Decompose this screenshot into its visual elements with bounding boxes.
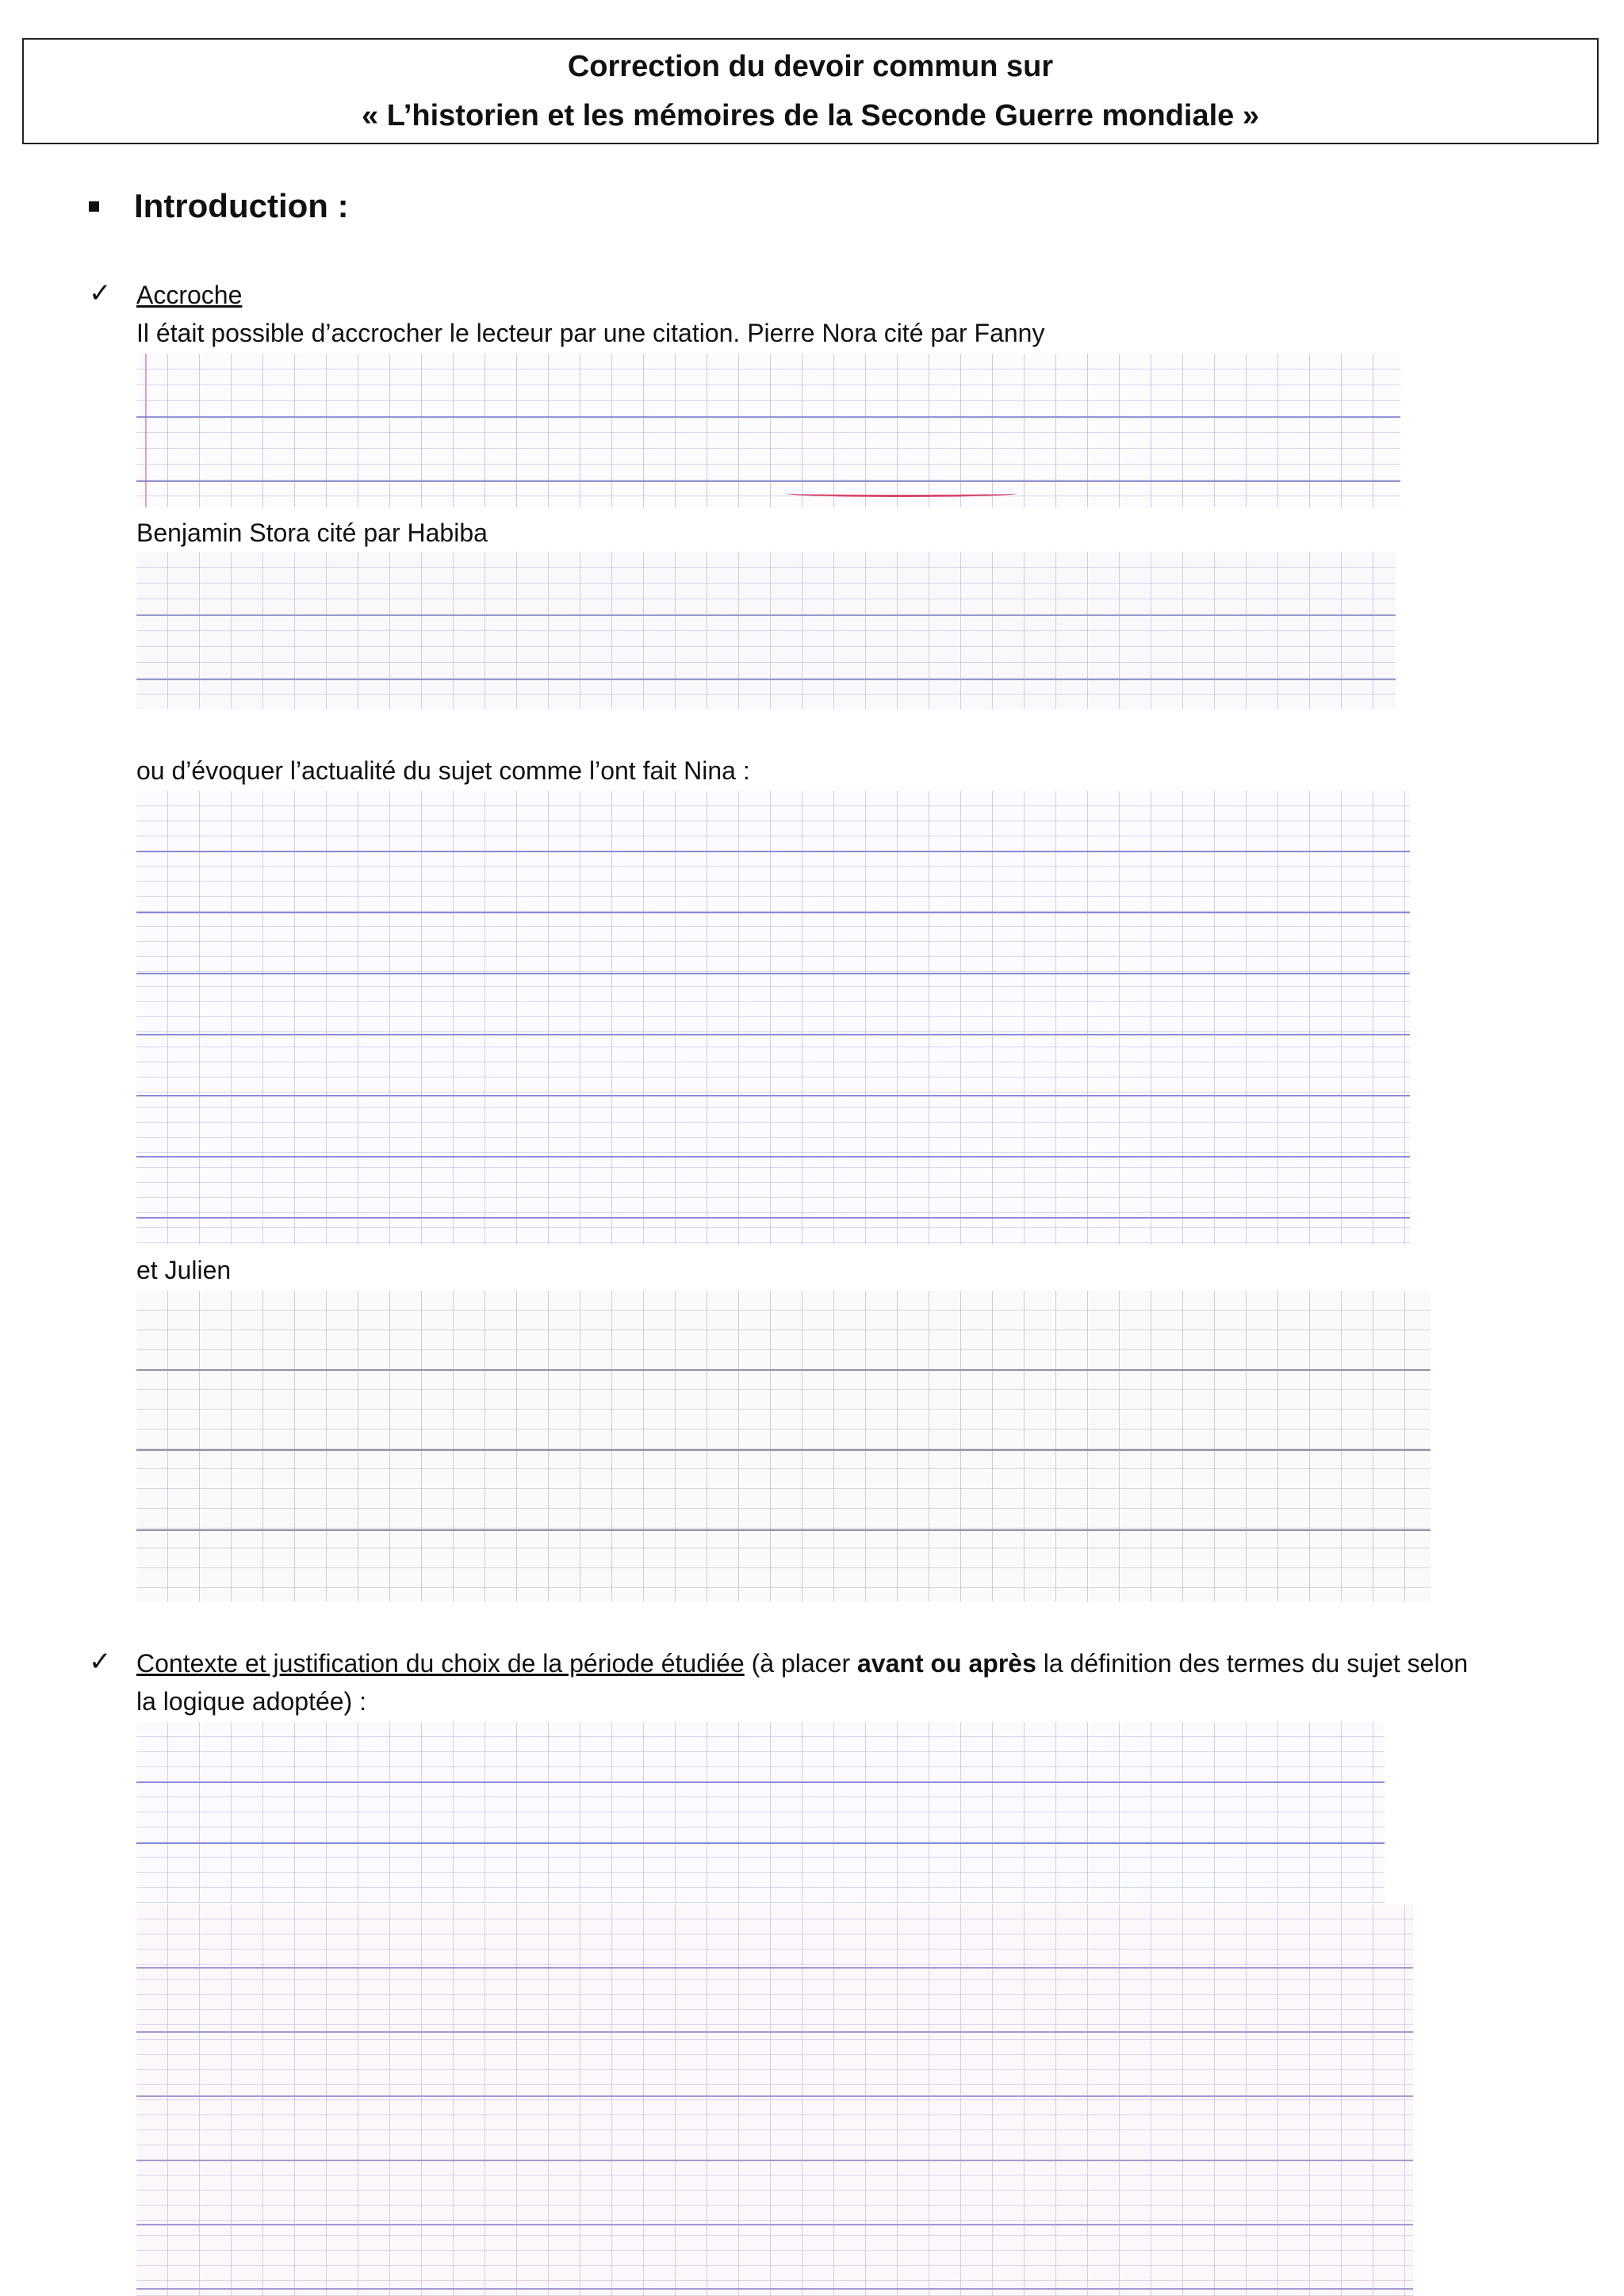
accroche-label: Accroche — [136, 281, 243, 309]
nina-handwriting-scan — [136, 791, 1410, 1245]
contexte-text-part1: (à placer — [744, 1649, 857, 1678]
checkmark-icon: ✓ — [89, 278, 112, 308]
introduction-heading-text: Introduction : — [134, 187, 349, 224]
checkmark-icon: ✓ — [89, 1647, 112, 1677]
contexte-handwriting-scan-2 — [136, 1904, 1413, 2296]
title-line-1: Correction du devoir commun sur — [567, 50, 1054, 83]
document-title-box — [22, 38, 1599, 144]
contexte-text-part2: la définition des termes du sujet selon — [1036, 1649, 1469, 1678]
square-bullet-icon — [89, 201, 99, 212]
accroche-intro-text: Il était possible d’accrocher le lecteur par une citation. Pierre Nora cité par Fanny — [136, 319, 1045, 347]
red-underline-mark — [787, 490, 1017, 497]
section-heading-introduction — [89, 187, 349, 225]
contexte-label: Contexte et justification du choix de la période étudiée — [136, 1649, 745, 1678]
contexte-text-line2: la logique adoptée) : — [136, 1687, 366, 1716]
julien-caption: et Julien — [136, 1256, 232, 1284]
title-line-2: « L’historien et les mémoires de la Seconde Guerre mondiale » — [362, 99, 1259, 132]
contexte-handwriting-scan-1 — [136, 1722, 1385, 1903]
nina-caption: ou d’évoquer l’actualité du sujet comme l’ont fait Nina : — [136, 756, 750, 785]
contexte-text-bold: avant ou après — [857, 1649, 1036, 1678]
habiba-handwriting-scan — [136, 552, 1396, 709]
julien-handwriting-scan — [136, 1291, 1431, 1601]
habiba-caption: Benjamin Stora cité par Habiba — [136, 519, 488, 547]
fanny-handwriting-scan — [136, 354, 1400, 507]
contexte-heading — [136, 1644, 1603, 1682]
